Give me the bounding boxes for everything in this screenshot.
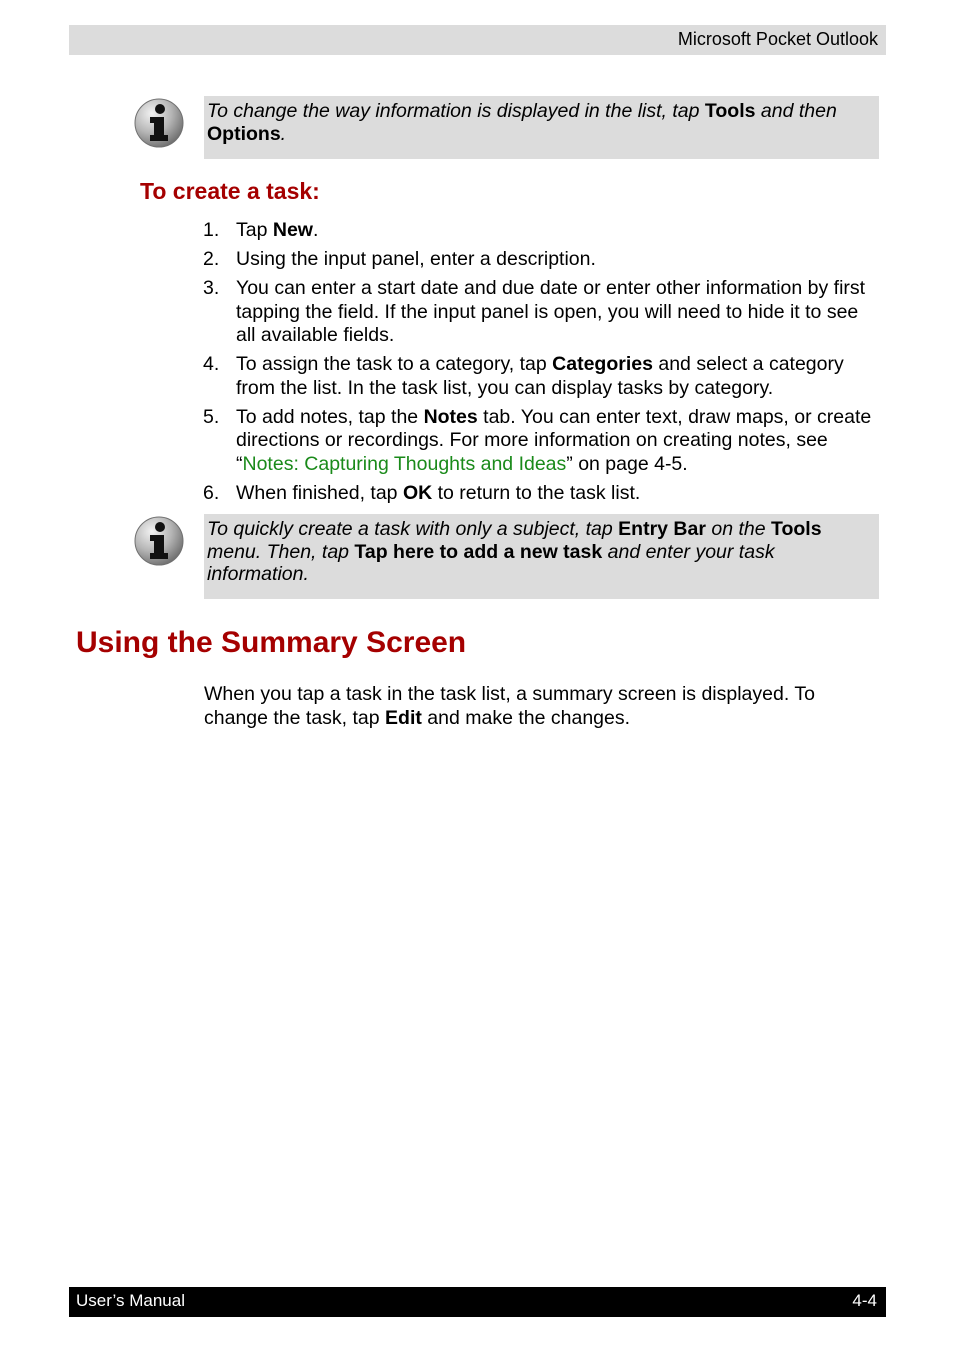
step-bold: Categories <box>552 353 653 375</box>
subheading-create-task: To create a task: <box>140 178 320 204</box>
note-box-list-display <box>204 96 879 159</box>
step-number: 6. <box>203 481 220 504</box>
list-item <box>203 353 883 400</box>
paragraph-text: When you tap a task in the task list, a summary screen is displayed. To change the task, tap <box>204 683 815 729</box>
summary-paragraph <box>204 683 874 730</box>
step-number: 5. <box>203 405 220 428</box>
page-number: 4-4 <box>852 1291 877 1310</box>
step-text: When finished, tap <box>236 481 403 504</box>
paragraph-text: and make the changes. <box>421 706 631 729</box>
note-box-entry-bar <box>204 514 879 599</box>
list-item <box>203 248 883 272</box>
page-footer <box>69 1287 886 1317</box>
list-item <box>203 277 883 348</box>
step-bold: OK <box>402 481 433 504</box>
notes-cross-reference-link[interactable]: Notes: Capturing Thoughts and Ideas <box>242 452 567 475</box>
step-text: Using the input panel, enter a description. <box>236 248 596 270</box>
list-item <box>203 219 883 243</box>
step-bold: New <box>272 219 313 241</box>
steps-list <box>203 219 883 511</box>
step-number: 4. <box>203 353 220 375</box>
note-text: and enter your task information. <box>207 540 775 585</box>
step-text: To assign the task to a category, tap <box>236 353 553 375</box>
section-heading-summary-screen: Using the Summary Screen <box>76 626 467 659</box>
note-text: and then <box>755 100 837 122</box>
step-text: ” on page 4-5. <box>566 452 688 475</box>
info-icon <box>133 515 185 567</box>
list-item <box>203 482 883 506</box>
step-text: . <box>312 219 319 241</box>
header-title: Microsoft Pocket Outlook <box>677 29 878 49</box>
note-text: . <box>280 122 287 145</box>
page-header <box>69 25 886 55</box>
note-text: on the <box>705 518 772 540</box>
info-icon <box>133 97 185 149</box>
note-bold-tools: Tools <box>704 100 756 122</box>
paragraph-bold-edit: Edit <box>385 706 422 729</box>
list-item <box>203 406 883 477</box>
step-bold: Notes <box>423 405 478 428</box>
note-text: To quickly create a task with only a subject, tap <box>207 518 619 540</box>
step-text: To add notes, tap the <box>236 405 424 428</box>
step-text: to return to the task list. <box>432 481 641 504</box>
note-bold-entry-bar: Entry Bar <box>618 518 706 540</box>
note-bold-tap-here: Tap here to add a new task <box>354 540 603 563</box>
step-number: 2. <box>203 248 220 270</box>
note-text: To change the way information is displayed in the list, tap <box>207 100 705 122</box>
note-bold-options: Options <box>207 122 281 145</box>
step-text: tab. You can enter text, draw maps, or create directions or recordings. For more information on creating notes, see “ <box>236 405 872 475</box>
step-text: You can enter a start date and due date or enter other information by first tapping the field. If the input panel is open, you will need to hide it to see all available fields. <box>236 277 866 346</box>
step-number: 3. <box>203 277 220 299</box>
note-text: menu. Then, tap <box>207 540 355 563</box>
step-text: Tap <box>236 219 273 241</box>
footer-manual-title: User’s Manual <box>76 1291 185 1310</box>
step-number: 1. <box>203 219 220 241</box>
step-text: and select a category from the list. In the task list, you can display tasks by category. <box>236 353 844 399</box>
note-bold-tools: Tools <box>771 518 822 540</box>
